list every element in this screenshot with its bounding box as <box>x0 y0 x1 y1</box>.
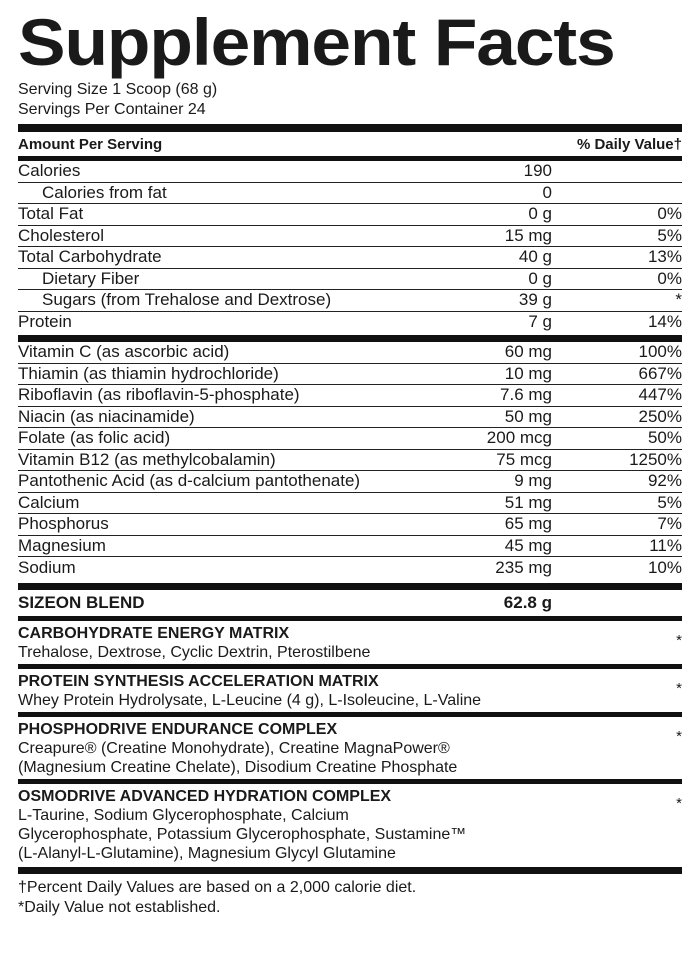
matrix-title: OSMODRIVE ADVANCED HYDRATION COMPLEX <box>18 787 392 805</box>
nutrient-amount: 235 mg <box>495 557 552 577</box>
nutrient-name: Riboflavin (as riboflavin-5-phosphate) <box>18 385 300 405</box>
divider-heavy <box>18 124 682 132</box>
footnotes <box>18 874 682 918</box>
nutrient-amount: 10 mg <box>504 363 552 383</box>
nutrient-amount: 0 g <box>528 268 552 288</box>
matrix-title: CARBOHYDRATE ENERGY MATRIX <box>18 624 290 642</box>
nutrient-row <box>18 204 682 226</box>
nutrient-row <box>18 342 682 364</box>
matrix-daily-value: * <box>676 727 682 745</box>
nutrient-name: Magnesium <box>18 535 106 555</box>
blend-amount: 62.8 g <box>503 592 552 612</box>
nutrient-row <box>18 226 682 248</box>
amount-per-serving-header: Amount Per Serving <box>18 135 163 153</box>
nutrient-name: Vitamin B12 (as methylcobalamin) <box>18 449 276 469</box>
blend-name: SIZEON BLEND <box>18 592 145 612</box>
matrix-title: PROTEIN SYNTHESIS ACCELERATION MATRIX <box>18 672 379 690</box>
matrix-section <box>18 784 682 865</box>
nutrient-row <box>18 514 682 536</box>
divider <box>18 867 682 874</box>
nutrient-name: Phosphorus <box>18 514 109 534</box>
nutrient-row <box>18 385 682 407</box>
nutrient-amount: 75 mcg <box>496 449 552 469</box>
nutrient-amount: 39 g <box>518 290 552 310</box>
label-title: Supplement Facts <box>18 5 615 79</box>
nutrient-amount: 45 mg <box>504 535 552 555</box>
servings-per-container: Servings Per Container 24 <box>18 101 206 118</box>
nutrient-amount: 9 mg <box>514 471 552 491</box>
nutrient-row <box>18 493 682 515</box>
nutrient-row <box>18 536 682 558</box>
nutrient-daily-value: 11% <box>649 535 682 555</box>
matrix-ingredients: Trehalose, Dextrose, Cyclic Dextrin, Pterostilbene <box>18 643 371 661</box>
nutrient-daily-value: 250% <box>638 406 682 426</box>
divider-heavy <box>18 335 682 342</box>
macro-nutrients <box>18 161 682 333</box>
nutrient-name: Calories <box>18 161 81 181</box>
nutrient-name: Thiamin (as thiamin hydrochloride) <box>18 363 279 383</box>
matrix-section <box>18 669 682 712</box>
nutrient-amount: 60 mg <box>504 342 552 362</box>
nutrient-name: Dietary Fiber <box>42 268 140 288</box>
nutrient-amount: 7.6 mg <box>500 385 552 405</box>
blend-row <box>18 590 682 616</box>
matrix-daily-value: * <box>676 631 682 649</box>
nutrient-amount: 7 g <box>528 312 552 332</box>
matrix-ingredients: L-Taurine, Sodium Glycerophosphate, Calcium Glycerophosphate, Potassium Glycerophosphate, Sustamine™ (L-Alanyl-L-Glutamine), Magnesium Glycyl Glutamine <box>18 806 467 862</box>
nutrient-name: Protein <box>18 312 72 332</box>
nutrient-row <box>18 312 682 334</box>
nutrient-daily-value: 13% <box>647 247 682 267</box>
nutrient-daily-value: 50% <box>647 428 682 448</box>
nutrient-amount: 0 g <box>528 204 552 224</box>
nutrient-name: Pantothenic Acid (as d-calcium pantothenate) <box>18 471 361 491</box>
nutrient-row <box>18 471 682 493</box>
nutrient-daily-value: 5% <box>657 492 682 512</box>
serving-info <box>18 80 682 120</box>
matrix-title: PHOSPHODRIVE ENDURANCE COMPLEX <box>18 720 338 738</box>
matrix-section <box>18 717 682 779</box>
nutrient-daily-value: * <box>675 290 682 310</box>
serving-size: Serving Size 1 Scoop (68 g) <box>18 81 218 98</box>
nutrient-name: Sugars (from Trehalose and Dextrose) <box>42 290 332 310</box>
nutrient-name: Cholesterol <box>18 225 104 245</box>
column-header <box>18 132 682 156</box>
daily-value-header: % Daily Value† <box>576 135 682 153</box>
nutrient-amount: 15 mg <box>504 225 552 245</box>
nutrient-name: Sodium <box>18 557 76 577</box>
nutrient-name: Calories from fat <box>42 182 167 202</box>
nutrient-row <box>18 407 682 429</box>
footnote-not-established: *Daily Value not established. <box>18 898 221 916</box>
nutrient-daily-value: 14% <box>647 312 682 332</box>
matrix-ingredients: Creapure® (Creatine Monohydrate), Creatine MagnaPower® (Magnesium Creatine Chelate), Disodium Creatine Phosphate <box>18 739 458 776</box>
nutrient-daily-value: 1250% <box>629 449 682 469</box>
matrix-ingredients: Whey Protein Hydrolysate, L-Leucine (4 g), L-Isoleucine, L-Valine <box>18 691 482 709</box>
nutrient-row <box>18 428 682 450</box>
nutrient-row <box>18 269 682 291</box>
nutrient-name: Calcium <box>18 492 80 512</box>
nutrient-amount: 200 mcg <box>486 428 552 448</box>
nutrient-daily-value: 447% <box>638 385 682 405</box>
nutrient-amount: 40 g <box>518 247 552 267</box>
nutrient-name: Vitamin C (as ascorbic acid) <box>18 342 230 362</box>
nutrient-row <box>18 290 682 312</box>
nutrient-daily-value: 667% <box>638 363 682 383</box>
nutrient-row <box>18 247 682 269</box>
footnote-daily-value: †Percent Daily Values are based on a 2,000 calorie diet. <box>18 878 417 896</box>
nutrient-amount: 65 mg <box>504 514 552 534</box>
matrix-list <box>18 621 682 874</box>
nutrient-daily-value: 7% <box>657 514 682 534</box>
nutrient-amount: 50 mg <box>504 406 552 426</box>
nutrient-amount: 0 <box>542 182 552 202</box>
nutrient-daily-value: 10% <box>647 557 682 577</box>
nutrient-daily-value: 5% <box>657 225 682 245</box>
matrix-daily-value: * <box>676 679 682 697</box>
nutrient-name: Folate (as folic acid) <box>18 428 171 448</box>
nutrient-daily-value: 92% <box>647 471 682 491</box>
matrix-section <box>18 621 682 664</box>
nutrient-name: Total Carbohydrate <box>18 247 162 267</box>
micro-nutrients <box>18 342 682 579</box>
nutrient-row <box>18 557 682 579</box>
nutrient-daily-value: 0% <box>657 268 682 288</box>
nutrient-row <box>18 450 682 472</box>
nutrient-amount: 190 <box>523 161 552 181</box>
divider-heavy <box>18 583 682 590</box>
nutrient-row <box>18 183 682 205</box>
nutrient-name: Total Fat <box>18 204 84 224</box>
nutrient-name: Niacin (as niacinamide) <box>18 406 195 426</box>
nutrient-amount: 51 mg <box>504 492 552 512</box>
nutrient-row <box>18 364 682 386</box>
matrix-daily-value: * <box>676 794 682 812</box>
nutrient-daily-value: 100% <box>638 342 682 362</box>
nutrient-row <box>18 161 682 183</box>
nutrient-daily-value: 0% <box>657 204 682 224</box>
